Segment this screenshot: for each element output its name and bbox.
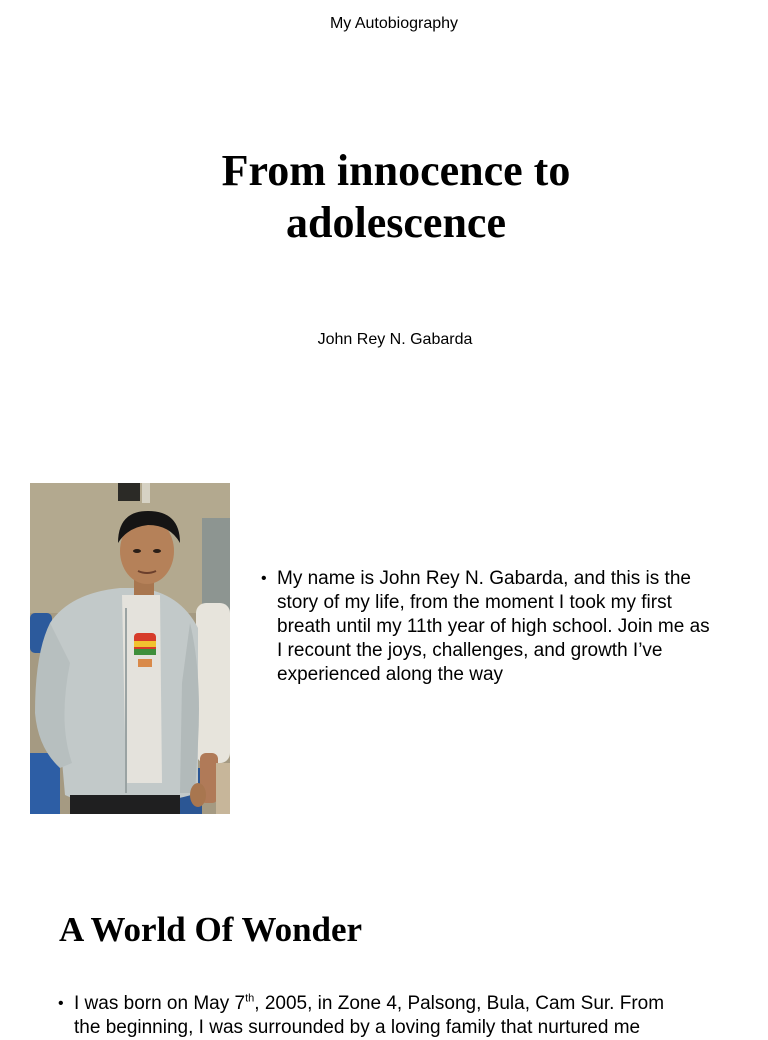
- section-bullet-text: [74, 992, 748, 1016]
- author-photo: [30, 483, 230, 814]
- ordinal-suffix: th: [245, 992, 255, 1005]
- title-line-1: From innocence to: [221, 146, 571, 195]
- author-name: John Rey N. Gabarda: [317, 331, 473, 348]
- bullet-icon: •: [261, 570, 267, 587]
- intro-text: My name is John Rey N. Gabarda, and this is the story of my life, from the moment I took my first breath until my 11th year of high school. Join me as I recount the joys, challenges, and growth I’ve experienced along the way: [277, 568, 710, 685]
- page-title: [0, 145, 768, 249]
- birth-date-prefix: I was born on May 7: [74, 993, 246, 1014]
- intro-bullet: [261, 567, 711, 687]
- bullet-icon: •: [58, 995, 64, 1012]
- document-header: My Autobiography: [329, 15, 459, 32]
- section-bullet: [58, 992, 748, 1040]
- section-bullet-continued: the beginning, I was surrounded by a loving family that nurtured me: [74, 1017, 641, 1038]
- title-line-2: adolescence: [286, 198, 506, 247]
- section-title: A World Of Wonder: [59, 910, 363, 949]
- birth-place-text: , 2005, in Zone 4, Palsong, Bula, Cam Sur. From: [254, 993, 665, 1014]
- author-photo-image: [30, 483, 230, 814]
